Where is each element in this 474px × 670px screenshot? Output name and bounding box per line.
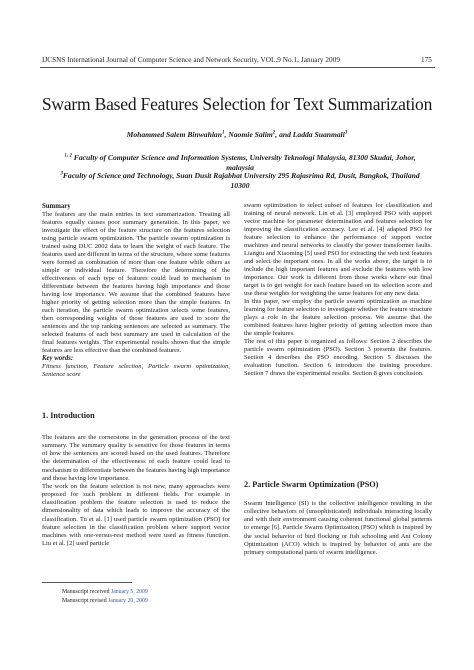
author-sep-2: , and: [275, 130, 293, 139]
affiliation-2: [60, 171, 420, 190]
right-paragraph-3: The rest of this paper is organized as follows: Section 2 describes the particle swarm optimization (PSO). Section 3 presents the features. Section 4 describes the PSO encoding. Section 5 discusses the evaluation function. Section 6 introduces the training procedure. Section 7 draws the experimental results. Section 8 gives conclusion.: [244, 338, 432, 377]
affiliation-1-text: Faculty of Computer Science and Information Systems, University Teknologi Malaysia, 81300 Skudai, Johor, malaysia: [73, 153, 416, 172]
summary-text: The features are the main entries in text summarization. Treating all features equally causes poor summary generation. In this paper, we investigate the effect of the feature structure on the features selection using particle swarm optimization. The particle swarm optimization is trained using DUC 2002 data to learn the weight of each feature. The features used are different in terms of the structure, where some features were formed as combination of more than one feature while others as simple or individual feature. Therefore the determining of the effectiveness of each type of features could lead to mechanism to differentiate between the features having high importance and those having low importance. We assume that the combined features have higher priority of getting selection more than the simple features. In each iteration, the particle swarm optimization selects some features, then corresponding weights of those features are used to score the sentences and the top ranking sentences are selected as summary. The selected features of each best summary are used in calculation of the final features weights. The experimental results shown that the simple features are less effective than the combined features.: [42, 211, 230, 354]
right-column: [244, 202, 432, 378]
affiliation-1-sup: 1, 2: [64, 153, 72, 159]
keywords-heading: Key words:: [42, 355, 74, 362]
author-2: Naomie Salim: [228, 130, 273, 139]
author-1: Mohammed Salem Binwahlan: [126, 130, 222, 139]
revised-label: Manuscript revised: [62, 598, 109, 604]
footnote-received: [62, 589, 148, 595]
affiliation-2-sup: 3: [60, 171, 63, 177]
author-3-sup: 3: [344, 130, 348, 136]
footnote-revised: [62, 598, 148, 604]
pso-paragraph-1: Swarm Intelligence (SI) is the collective intelligence resulting in the collective behaviors of (unsophisticated) individuals interacting locally and with their environment causing coherent functional global patterns to emerge [6]. Particle Swarm Optimization (PSO) which is inspired by the social behavior of bird flocking or fish schooling and Ant Colony Optimization (ACO) which is inspired by behavior of ants are the primary computational parts of swarm intelligence.: [244, 500, 432, 556]
pso-body: [244, 500, 432, 557]
affiliation-1: [60, 153, 420, 172]
author-1-sup: 1: [221, 130, 225, 136]
header-divider: [40, 67, 435, 68]
pso-heading: 2. Particle Swarm Optimization (PSO): [244, 480, 379, 489]
right-paragraph-2: In this paper, we employ the particle swarm optimization as machine learning for feature selection to investigate whether the feature structure plays a role in the feature selection process. We assume that the combined features have higher priority of getting selection more than the simple features.: [244, 298, 432, 337]
revised-date: January 20, 2009: [108, 598, 148, 604]
introduction-paragraph-1: The features are the cornerstone in the generation process of the text summary. The summary quality is sensitive for those features in terms of how the sentences are scored based on the used features. Therefore the determination of the effectiveness of each feature could lead to mechanism to differentiate between the features having high importance and those having low importance.: [42, 434, 230, 482]
author-list: [0, 130, 474, 139]
abstract-column: [42, 203, 230, 379]
author-sep-1: ,: [224, 130, 229, 139]
received-date: January 5, 2009: [110, 589, 148, 595]
affiliation-2-text: Faculty of Science and Technology, Suan Dusit Rajabhat University 295 Rajasrima Rd, Dusit, Bangkok, Thailand 10300: [62, 171, 420, 190]
summary-heading: Summary: [42, 203, 71, 210]
paper-title: Swarm Based Features Selection for Text Summarization: [41, 94, 433, 114]
introduction-paragraph-2: The work on the feature selection is not new, many approaches were proposed for such problem in different fields. For example in classification problem the feature selection is used to reduce the dimensionality of data which leads to improve the accuracy of the classification. Tu et al. [1] used particle swarm optimization (PSO) for feature selection in the classification problem where support vector machines with one-versus-rest method were used as fitness function. Liu et al. [2] used particle: [42, 482, 230, 548]
right-paragraph-1: swarm optimization to select subset of features for classification and training of neural network. Lin et al. [3] employed PSO with support vector machine for parameter determination and features selection for improving the classification accuracy. Lee et al. [4] adapted PSO for feature selection to enhance the performance of support vector machines and neural networks to classify the power transformer faults. Liangtu and Xiaoming [5] used PSO for extracting the web text features and select the important ones. In all the works above, the target is to include the high important features and exclude the features with low importance. Our work is different from those works where our final target is to get weight for each feature based on its selection score and use these weights for weighting the same features for any new data.: [244, 202, 432, 297]
footnote-divider: [42, 582, 132, 583]
journal-header: IJCSNS International Journal of Computer Science and Network Security, VOL.9 No.1, January 2009: [42, 56, 340, 64]
page-number: 175: [421, 56, 432, 64]
received-label: Manuscript received: [62, 589, 111, 595]
introduction-heading: 1. Introduction: [42, 411, 95, 420]
author-2-sup: 2: [272, 130, 276, 136]
introduction-body: [42, 434, 230, 548]
author-3: Ladda Suanmali: [292, 130, 345, 139]
keywords-text: Fitness function, Feature selection, Particle swarm optimization, Sentence score: [42, 363, 230, 378]
